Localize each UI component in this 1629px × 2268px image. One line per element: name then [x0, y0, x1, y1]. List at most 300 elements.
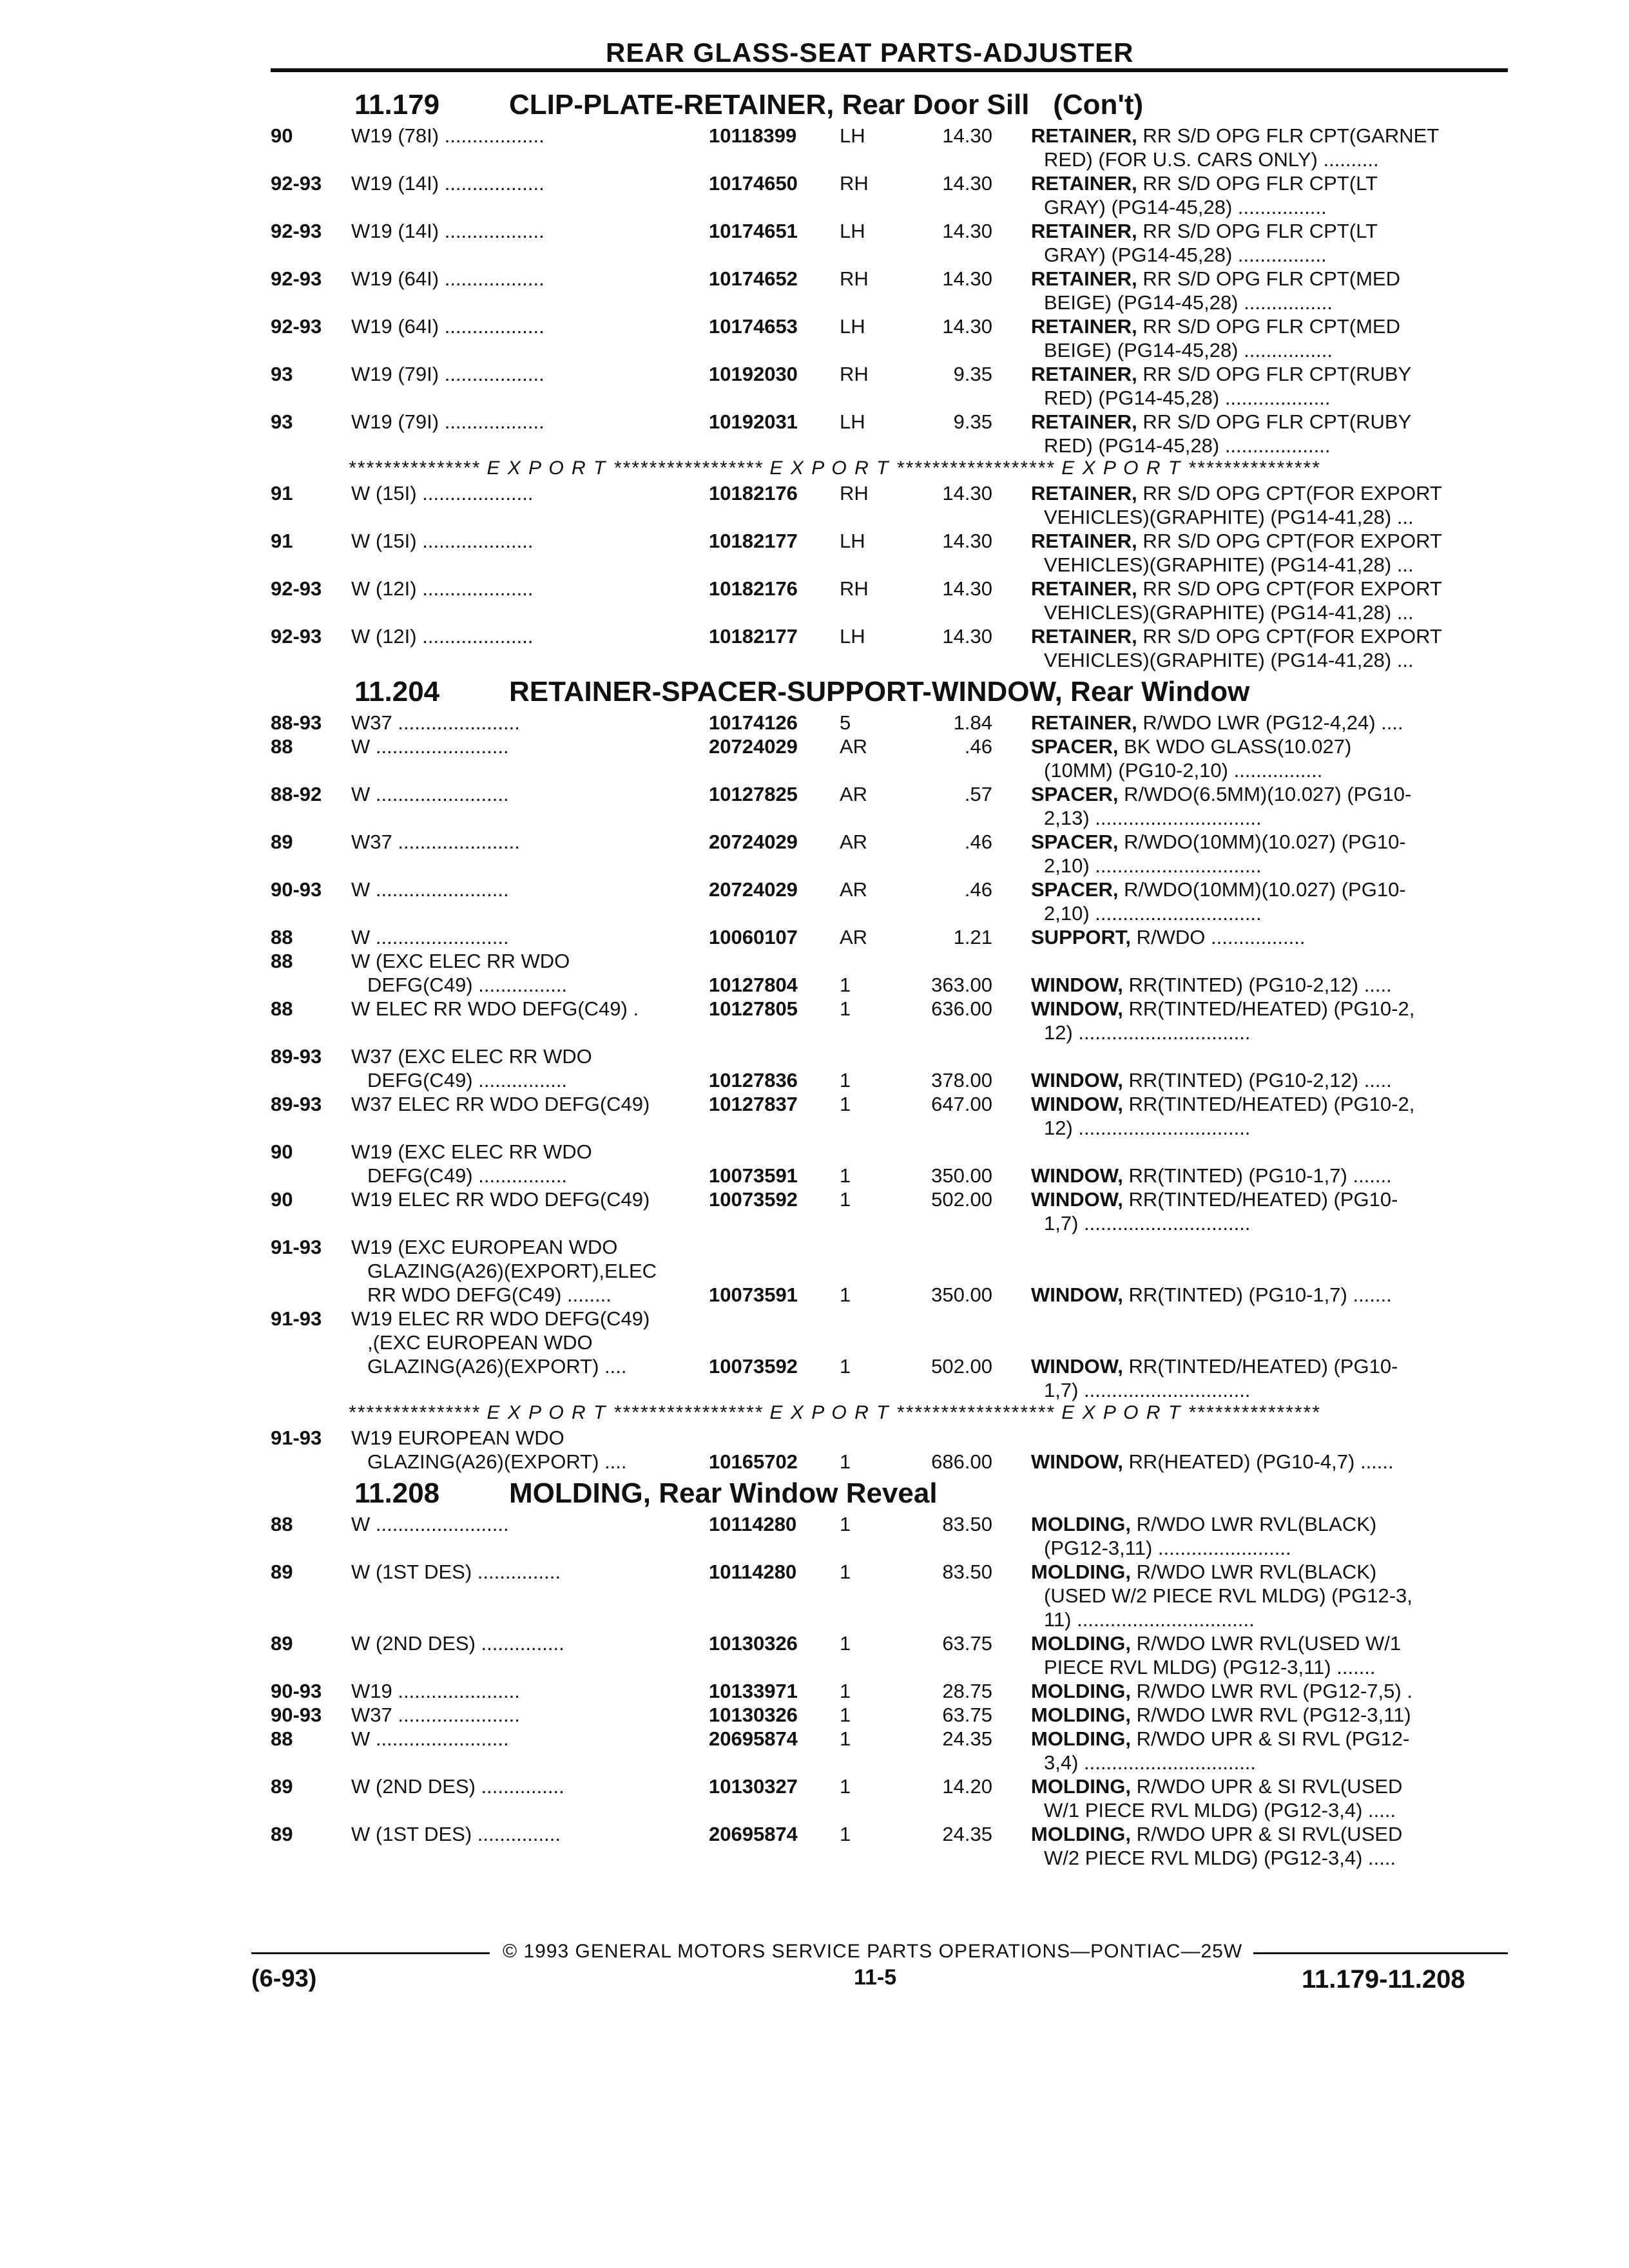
- description-keyword: RETAINER,: [1031, 124, 1137, 147]
- footer-copyright: © 1993 GENERAL MOTORS SERVICE PARTS OPERATIONS—PONTIAC—25W: [503, 1941, 1243, 1962]
- application: W (2ND DES) ...............: [351, 1632, 564, 1655]
- application: W19 (14I) ..................: [351, 172, 545, 195]
- table-row: [271, 1822, 1508, 1870]
- price: 1.84: [953, 711, 992, 734]
- application: W (15I) ....................: [351, 530, 534, 552]
- application: W ........................: [351, 878, 509, 901]
- description: RETAINER, RR S/D OPG CPT(FOR EXPORT: [1031, 530, 1442, 552]
- model-years: 92-93: [271, 220, 322, 242]
- model-years: 88-93: [271, 711, 322, 734]
- description-keyword: RETAINER,: [1031, 363, 1137, 385]
- quantity: 1: [840, 1164, 851, 1187]
- quantity: 1: [840, 1775, 851, 1798]
- price: 28.75: [942, 1680, 992, 1702]
- model-years: 88: [271, 926, 293, 948]
- description-keyword: SPACER,: [1031, 735, 1119, 758]
- model-years: 91-93: [271, 1427, 322, 1449]
- description-keyword: MOLDING,: [1031, 1632, 1131, 1655]
- part-number: 10130326: [709, 1632, 798, 1655]
- price: 63.75: [942, 1632, 992, 1655]
- price: 363.00: [931, 974, 992, 996]
- table-row: [271, 314, 1508, 362]
- table-row: [271, 1560, 1508, 1631]
- model-years: 89: [271, 1632, 293, 1655]
- table-row: [271, 577, 1508, 624]
- model-years: 90-93: [271, 1704, 322, 1726]
- part-number: 10073591: [709, 1283, 798, 1306]
- description: SPACER, R/WDO(6.5MM)(10.027) (PG10-: [1031, 783, 1412, 805]
- description-keyword: WINDOW,: [1031, 974, 1123, 996]
- table-row: [271, 529, 1508, 577]
- part-number: 10127836: [709, 1069, 798, 1091]
- description-continued: 2,10) ..............................: [1044, 854, 1262, 877]
- model-years: 93: [271, 410, 293, 433]
- price: .46: [964, 735, 992, 758]
- application: GLAZING(A26)(EXPORT),ELEC: [367, 1260, 657, 1282]
- table-row: [271, 410, 1508, 457]
- description: SPACER, R/WDO(10MM)(10.027) (PG10-: [1031, 878, 1406, 901]
- model-years: 90: [271, 1140, 293, 1163]
- quantity: 1: [840, 1704, 851, 1726]
- quantity: AR: [840, 926, 868, 948]
- section-heading: [354, 676, 1249, 708]
- model-years: 89-93: [271, 1045, 322, 1068]
- table-row: [271, 1426, 1508, 1474]
- model-years: 93: [271, 363, 293, 385]
- price: 502.00: [931, 1188, 992, 1211]
- quantity: RH: [840, 577, 869, 600]
- description-keyword: RETAINER,: [1031, 711, 1137, 734]
- description-continued: 2,13) ..............................: [1044, 807, 1262, 829]
- model-years: 90: [271, 1188, 293, 1211]
- table-row: [271, 1703, 1508, 1727]
- price: .57: [964, 783, 992, 805]
- description-continued: PIECE RVL MLDG) (PG12-3,11) .......: [1044, 1656, 1376, 1678]
- quantity: RH: [840, 482, 869, 505]
- price: 14.30: [942, 530, 992, 552]
- description-continued: W/2 PIECE RVL MLDG) (PG12-3,4) .....: [1044, 1847, 1396, 1869]
- quantity: LH: [840, 124, 865, 147]
- application: W37 ......................: [351, 711, 520, 734]
- description-keyword: RETAINER,: [1031, 482, 1137, 505]
- description-continued: BEIGE) (PG14-45,28) ................: [1044, 291, 1333, 314]
- price: 14.30: [942, 124, 992, 147]
- description-keyword: RETAINER,: [1031, 410, 1137, 433]
- part-number: 10174650: [709, 172, 798, 195]
- table-row: [271, 624, 1508, 672]
- quantity: 5: [840, 711, 851, 734]
- application: W19 (64I) ..................: [351, 315, 545, 338]
- description-continued: 11) ................................: [1044, 1608, 1255, 1631]
- model-years: 88: [271, 1513, 293, 1535]
- description: MOLDING, R/WDO UPR & SI RVL(USED: [1031, 1823, 1403, 1845]
- price: 14.20: [942, 1775, 992, 1798]
- model-years: 92-93: [271, 267, 322, 290]
- description: RETAINER, RR S/D OPG CPT(FOR EXPORT: [1031, 482, 1442, 505]
- description: WINDOW, RR(TINTED/HEATED) (PG10-: [1031, 1188, 1398, 1211]
- model-years: 88: [271, 1727, 293, 1750]
- description-continued: 3,4) ...............................: [1044, 1751, 1257, 1774]
- section-number: 11.208: [354, 1477, 440, 1509]
- description-keyword: MOLDING,: [1031, 1513, 1131, 1535]
- part-number: 10073592: [709, 1188, 798, 1211]
- description: RETAINER, RR S/D OPG FLR CPT(MED: [1031, 267, 1400, 290]
- part-number: 10165702: [709, 1450, 798, 1473]
- quantity: RH: [840, 267, 869, 290]
- application: GLAZING(A26)(EXPORT) ....: [367, 1450, 627, 1473]
- model-years: 91: [271, 482, 293, 505]
- quantity: 1: [840, 1188, 851, 1211]
- table-row: [271, 782, 1508, 830]
- table-row: [271, 949, 1508, 997]
- description: MOLDING, R/WDO LWR RVL(BLACK): [1031, 1561, 1377, 1583]
- quantity: 1: [840, 1450, 851, 1473]
- application: RR WDO DEFG(C49) ........: [367, 1283, 612, 1306]
- price: 378.00: [931, 1069, 992, 1091]
- table-row: [271, 124, 1508, 171]
- table-row: [271, 1307, 1508, 1402]
- table-row: [271, 1187, 1508, 1235]
- application: W (15I) ....................: [351, 482, 534, 505]
- table-row: [271, 1235, 1508, 1307]
- model-years: 89: [271, 1775, 293, 1798]
- price: 14.30: [942, 315, 992, 338]
- price: 24.35: [942, 1727, 992, 1750]
- quantity: 1: [840, 1355, 851, 1378]
- description: MOLDING, R/WDO LWR RVL (PG12-7,5) .: [1031, 1680, 1412, 1702]
- part-number: 10182177: [709, 530, 798, 552]
- description-continued: (10MM) (PG10-2,10) ................: [1044, 759, 1323, 782]
- description-keyword: RETAINER,: [1031, 315, 1137, 338]
- part-number: 10174653: [709, 315, 798, 338]
- description-keyword: MOLDING,: [1031, 1727, 1131, 1750]
- price: 83.50: [942, 1513, 992, 1535]
- part-number: 20695874: [709, 1727, 798, 1750]
- description-continued: RED) (FOR U.S. CARS ONLY) ..........: [1044, 148, 1379, 171]
- table-row: [271, 1512, 1508, 1560]
- part-number: 10182177: [709, 625, 798, 648]
- part-number: 10174651: [709, 220, 798, 242]
- part-number: 20724029: [709, 735, 798, 758]
- description-continued: VEHICLES)(GRAPHITE) (PG14-41,28) ...: [1044, 506, 1414, 528]
- application: W19 (14I) ..................: [351, 220, 545, 242]
- model-years: 91-93: [271, 1307, 322, 1330]
- quantity: 1: [840, 1632, 851, 1655]
- application: W ........................: [351, 735, 509, 758]
- price: 63.75: [942, 1704, 992, 1726]
- model-years: 89: [271, 1561, 293, 1583]
- price: 14.30: [942, 220, 992, 242]
- quantity: LH: [840, 410, 865, 433]
- model-years: 89: [271, 1823, 293, 1845]
- description-keyword: WINDOW,: [1031, 1355, 1123, 1378]
- model-years: 89-93: [271, 1093, 322, 1115]
- application: DEFG(C49) ................: [367, 1069, 568, 1091]
- quantity: AR: [840, 831, 868, 853]
- export-divider: *************** E X P O R T ***************** E X P O R T ****************** E X P O R T ***************: [348, 457, 1320, 479]
- description: RETAINER, RR S/D OPG FLR CPT(RUBY: [1031, 363, 1412, 385]
- section-title: RETAINER-SPACER-SUPPORT-WINDOW, Rear Window: [509, 676, 1250, 707]
- application: W19 EUROPEAN WDO: [351, 1427, 564, 1449]
- description-continued: 12) ...............................: [1044, 1021, 1251, 1044]
- price: 502.00: [931, 1355, 992, 1378]
- table-row: [271, 1631, 1508, 1679]
- table-row: [271, 830, 1508, 878]
- application: DEFG(C49) ................: [367, 974, 568, 996]
- part-number: 10127837: [709, 1093, 798, 1115]
- application: W37 ......................: [351, 1704, 520, 1726]
- application: W ELEC RR WDO DEFG(C49) .: [351, 997, 639, 1020]
- part-number: 10192030: [709, 363, 798, 385]
- table-row: [271, 997, 1508, 1044]
- application: DEFG(C49) ................: [367, 1164, 568, 1187]
- description: MOLDING, R/WDO LWR RVL(USED W/1: [1031, 1632, 1402, 1655]
- part-number: 10174652: [709, 267, 798, 290]
- part-number: 10127804: [709, 974, 798, 996]
- price: 83.50: [942, 1561, 992, 1583]
- description: RETAINER, RR S/D OPG FLR CPT(LT: [1031, 220, 1378, 242]
- application: W19 (79I) ..................: [351, 363, 545, 385]
- description-continued: RED) (PG14-45,28) ...................: [1044, 387, 1331, 409]
- price: 9.35: [953, 410, 992, 433]
- part-number: 20724029: [709, 831, 798, 853]
- section-title: MOLDING, Rear Window Reveal: [509, 1477, 938, 1509]
- section-continued: (Con't): [1029, 89, 1144, 120]
- application: ,(EXC EUROPEAN WDO: [367, 1331, 593, 1354]
- part-number: 10127805: [709, 997, 798, 1020]
- application: W37 (EXC ELEC RR WDO: [351, 1045, 592, 1068]
- table-row: [271, 1092, 1508, 1140]
- section-number: 11.204: [354, 676, 440, 707]
- quantity: LH: [840, 625, 865, 648]
- application: W37 ......................: [351, 831, 520, 853]
- part-number: 10073591: [709, 1164, 798, 1187]
- table-row: [271, 219, 1508, 267]
- price: .46: [964, 831, 992, 853]
- table-row: [271, 481, 1508, 529]
- part-number: 10130326: [709, 1704, 798, 1726]
- description-continued: GRAY) (PG14-45,28) ................: [1044, 244, 1327, 266]
- description-continued: 2,10) ..............................: [1044, 902, 1262, 925]
- model-years: 90: [271, 124, 293, 147]
- description: WINDOW, RR(TINTED) (PG10-1,7) .......: [1031, 1283, 1392, 1306]
- price: 14.30: [942, 172, 992, 195]
- page-title: REAR GLASS-SEAT PARTS-ADJUSTER: [606, 37, 1134, 68]
- table-row: [271, 925, 1508, 949]
- title-rule: [271, 68, 1508, 72]
- part-number: 10118399: [709, 124, 797, 147]
- description: RETAINER, R/WDO LWR (PG12-4,24) ....: [1031, 711, 1403, 734]
- description: SUPPORT, R/WDO .................: [1031, 926, 1306, 948]
- description-continued: 1,7) ..............................: [1044, 1379, 1251, 1401]
- description-keyword: MOLDING,: [1031, 1680, 1131, 1702]
- part-number: 10127825: [709, 783, 798, 805]
- description-continued: VEHICLES)(GRAPHITE) (PG14-41,28) ...: [1044, 601, 1414, 624]
- description: WINDOW, RR(TINTED/HEATED) (PG10-2,: [1031, 1093, 1415, 1115]
- model-years: 88: [271, 997, 293, 1020]
- model-years: 92-93: [271, 577, 322, 600]
- quantity: 1: [840, 997, 851, 1020]
- description: WINDOW, RR(TINTED) (PG10-2,12) .....: [1031, 1069, 1392, 1091]
- table-row: [271, 711, 1508, 735]
- table-row: [271, 1044, 1508, 1092]
- part-number: 10133971: [709, 1680, 798, 1702]
- description-keyword: SPACER,: [1031, 878, 1119, 901]
- application: W ........................: [351, 1513, 509, 1535]
- footer-rule-right: [1253, 1952, 1508, 1954]
- description: SPACER, R/WDO(10MM)(10.027) (PG10-: [1031, 831, 1406, 853]
- model-years: 91: [271, 530, 293, 552]
- application: W19 (78I) ..................: [351, 124, 545, 147]
- description-keyword: MOLDING,: [1031, 1704, 1131, 1726]
- part-number: 10130327: [709, 1775, 798, 1798]
- quantity: AR: [840, 783, 868, 805]
- application: W ........................: [351, 926, 509, 948]
- part-number: 10192031: [709, 410, 798, 433]
- table-row: [271, 362, 1508, 410]
- export-divider: *************** E X P O R T ***************** E X P O R T ****************** E X P O R T ***************: [348, 1402, 1320, 1423]
- description: RETAINER, RR S/D OPG FLR CPT(RUBY: [1031, 410, 1412, 433]
- price: 686.00: [931, 1450, 992, 1473]
- part-number: 10060107: [709, 926, 798, 948]
- quantity: LH: [840, 220, 865, 242]
- table-row: [271, 1774, 1508, 1822]
- description-continued: 12) ...............................: [1044, 1117, 1251, 1139]
- application: W19 (EXC ELEC RR WDO: [351, 1140, 592, 1163]
- part-number: 10073592: [709, 1355, 798, 1378]
- table-row: [271, 1727, 1508, 1774]
- description-continued: GRAY) (PG14-45,28) ................: [1044, 196, 1327, 218]
- description: RETAINER, RR S/D OPG FLR CPT(LT: [1031, 172, 1378, 195]
- description: MOLDING, R/WDO LWR RVL (PG12-3,11): [1031, 1704, 1411, 1726]
- footer-rule-left: [251, 1952, 490, 1954]
- part-number: 10182176: [709, 577, 798, 600]
- description-keyword: WINDOW,: [1031, 1069, 1123, 1091]
- table-row: [271, 171, 1508, 219]
- application: W (1ST DES) ...............: [351, 1561, 561, 1583]
- description: WINDOW, RR(TINTED) (PG10-1,7) .......: [1031, 1164, 1392, 1187]
- table-row: [271, 1140, 1508, 1187]
- quantity: 1: [840, 1561, 851, 1583]
- application: W ........................: [351, 783, 509, 805]
- model-years: 92-93: [271, 625, 322, 648]
- description-keyword: RETAINER,: [1031, 172, 1137, 195]
- description-keyword: SPACER,: [1031, 831, 1119, 853]
- price: 24.35: [942, 1823, 992, 1845]
- description-keyword: RETAINER,: [1031, 267, 1137, 290]
- price: 14.30: [942, 482, 992, 505]
- quantity: LH: [840, 315, 865, 338]
- model-years: 89: [271, 831, 293, 853]
- application: W19 (EXC EUROPEAN WDO: [351, 1236, 618, 1258]
- quantity: AR: [840, 878, 868, 901]
- description: WINDOW, RR(HEATED) (PG10-4,7) ......: [1031, 1450, 1394, 1473]
- quantity: 1: [840, 1680, 851, 1702]
- part-number: 10114280: [709, 1561, 797, 1583]
- price: 350.00: [931, 1283, 992, 1306]
- description: RETAINER, RR S/D OPG CPT(FOR EXPORT: [1031, 625, 1442, 648]
- quantity: RH: [840, 172, 869, 195]
- application: W19 (64I) ..................: [351, 267, 545, 290]
- footer-page-number: 11-5: [854, 1965, 897, 1990]
- part-number: 10174126: [709, 711, 798, 734]
- price: 9.35: [953, 363, 992, 385]
- quantity: LH: [840, 530, 865, 552]
- price: 14.30: [942, 625, 992, 648]
- application: W19 ......................: [351, 1680, 520, 1702]
- application: GLAZING(A26)(EXPORT) ....: [367, 1355, 627, 1378]
- footer-section-range: 11.179-11.208: [1302, 1965, 1465, 1994]
- part-number: 10182176: [709, 482, 798, 505]
- description-continued: VEHICLES)(GRAPHITE) (PG14-41,28) ...: [1044, 553, 1414, 576]
- description-continued: (USED W/2 PIECE RVL MLDG) (PG12-3,: [1044, 1584, 1412, 1607]
- description: SPACER, BK WDO GLASS(10.027): [1031, 735, 1352, 758]
- application: W (12I) ....................: [351, 625, 534, 648]
- description-continued: 1,7) ..............................: [1044, 1212, 1251, 1235]
- description-keyword: SUPPORT,: [1031, 926, 1132, 948]
- application: W19 ELEC RR WDO DEFG(C49): [351, 1307, 650, 1330]
- application: W ........................: [351, 1727, 509, 1750]
- quantity: 1: [840, 1727, 851, 1750]
- table-row: [271, 735, 1508, 782]
- part-number: 20724029: [709, 878, 798, 901]
- description-keyword: RETAINER,: [1031, 625, 1137, 648]
- description-keyword: WINDOW,: [1031, 997, 1123, 1020]
- description-continued: BEIGE) (PG14-45,28) ................: [1044, 339, 1333, 361]
- quantity: AR: [840, 735, 868, 758]
- quantity: 1: [840, 1093, 851, 1115]
- description-keyword: WINDOW,: [1031, 1093, 1123, 1115]
- description-keyword: SPACER,: [1031, 783, 1119, 805]
- section-heading: [354, 1477, 938, 1510]
- description: RETAINER, RR S/D OPG FLR CPT(GARNET: [1031, 124, 1440, 147]
- table-row: [271, 878, 1508, 925]
- model-years: 92-93: [271, 315, 322, 338]
- quantity: 1: [840, 1069, 851, 1091]
- quantity: 1: [840, 1823, 851, 1845]
- description-keyword: WINDOW,: [1031, 1164, 1123, 1187]
- description-keyword: WINDOW,: [1031, 1283, 1123, 1306]
- description-continued: W/1 PIECE RVL MLDG) (PG12-3,4) .....: [1044, 1799, 1396, 1821]
- table-row: [271, 1679, 1508, 1703]
- model-years: 90-93: [271, 878, 322, 901]
- description-keyword: RETAINER,: [1031, 530, 1137, 552]
- price: 636.00: [931, 997, 992, 1020]
- price: 1.21: [953, 926, 992, 948]
- quantity: 1: [840, 974, 851, 996]
- model-years: 91-93: [271, 1236, 322, 1258]
- description: WINDOW, RR(TINTED/HEATED) (PG10-: [1031, 1355, 1398, 1378]
- quantity: 1: [840, 1513, 851, 1535]
- description: WINDOW, RR(TINTED/HEATED) (PG10-2,: [1031, 997, 1415, 1020]
- application: W37 ELEC RR WDO DEFG(C49): [351, 1093, 650, 1115]
- model-years: 92-93: [271, 172, 322, 195]
- price: 647.00: [931, 1093, 992, 1115]
- model-years: 88: [271, 735, 293, 758]
- description: RETAINER, RR S/D OPG FLR CPT(MED: [1031, 315, 1400, 338]
- price: .46: [964, 878, 992, 901]
- model-years: 88: [271, 950, 293, 972]
- description-continued: (PG12-3,11) ........................: [1044, 1537, 1291, 1559]
- description-keyword: RETAINER,: [1031, 577, 1137, 600]
- part-number: 20695874: [709, 1823, 798, 1845]
- description: MOLDING, R/WDO UPR & SI RVL (PG12-: [1031, 1727, 1410, 1750]
- application: W (2ND DES) ...............: [351, 1775, 564, 1798]
- description-keyword: RETAINER,: [1031, 220, 1137, 242]
- application: W (EXC ELEC RR WDO: [351, 950, 570, 972]
- description: MOLDING, R/WDO LWR RVL(BLACK): [1031, 1513, 1377, 1535]
- description-keyword: MOLDING,: [1031, 1561, 1131, 1583]
